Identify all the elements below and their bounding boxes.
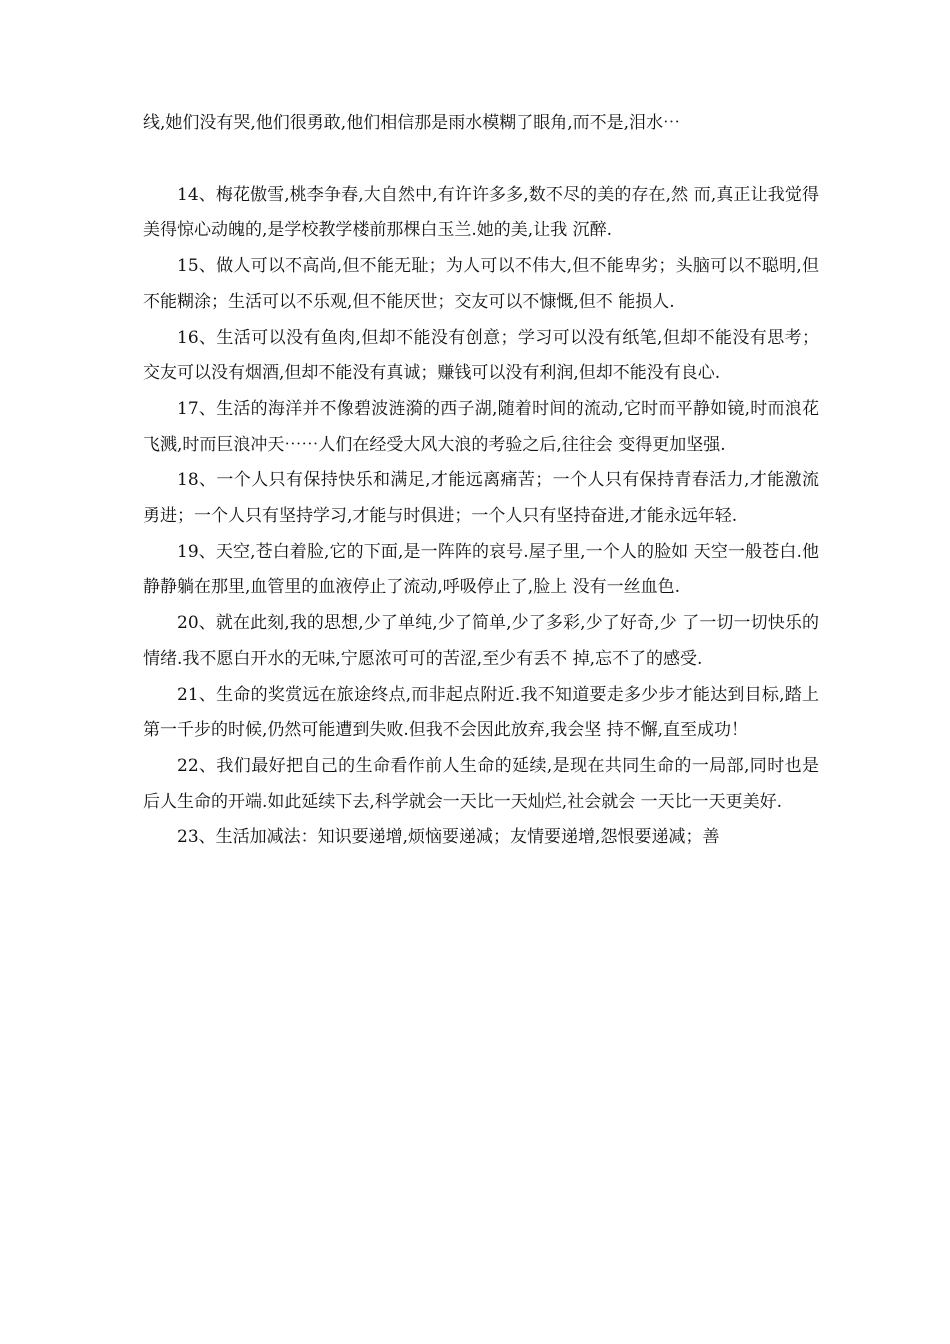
paragraph-17: 17、生活的海洋并不像碧波涟漪的西子湖,随着时间的流动,它时而平静如镜,时而浪花飞溅,时而巨浪冲天⋯⋯人们在经受大风大浪的考验之后,往往会 变得更加坚强. [143,398,819,455]
paragraph-14: 14、梅花傲雪,桃李争春,大自然中,有许许多多,数不尽的美的存在,然 而,真正让我觉得美得惊心动魄的,是学校教学楼前那棵白玉兰.她的美,让我 沉醉. [143,184,819,241]
paragraph-16: 16、生活可以没有鱼肉,但却不能没有创意；学习可以没有纸笔,但却不能没有思考；交友可以没有烟酒,但却不能没有真诚；赚钱可以没有利润,但却不能没有良心. [143,327,819,384]
paragraph-15: 15、做人可以不高尚,但不能无耻；为人可以不伟大,但不能卑劣；头脑可以不聪明,但不能糊涂；生活可以不乐观,但不能厌世；交友可以不慷慨,但不 能损人. [143,256,819,312]
paragraph-19: 19、天空,苍白着脸,它的下面,是一阵阵的哀号.屋子里,一个人的脸如 天空一般苍白.他静静躺在那里,血管里的血液停止了流动,呼吸停止了,脸上 没有一丝血色. [143,541,819,598]
paragraph-23: 23、生活加减法：知识要递增,烦恼要递减；友情要递增,怨恨要递减；善 [177,827,720,848]
paragraph-18: 18、一个人只有保持快乐和满足,才能远离痛苦；一个人只有保持青春活力,才能激流勇进；一个人只有坚持学习,才能与时俱进；一个人只有坚持奋进,才能永远年轻. [143,470,819,527]
document-body [143,106,819,856]
paragraph-22: 22、我们最好把自己的生命看作前人生命的延续,是现在共同生命的一局部,同时也是后人生命的开端.如此延续下去,科学就会一天比一天灿烂,社会就会 一天比一天更美好. [143,755,819,812]
paragraph-20: 20、就在此刻,我的思想,少了单纯,少了简单,少了多彩,少了好奇,少 了一切一切快乐的情绪.我不愿白开水的无味,宁愿浓可可的苦涩,至少有丢不 掉,忘不了的感受. [143,613,819,669]
paragraph-continuation: 线,她们没有哭,他们很勇敢,他们相信那是雨水模糊了眼角,而不是,泪水⋯ [143,113,681,133]
paragraph-21: 21、生命的奖赏远在旅途终点,而非起点附近.我不知道要走多少步才能达到目标,踏上第一千步的时候,仍然可能遭到失败.但我不会因此放弃,我会坚 持不懈,直至成功！ [143,684,819,741]
